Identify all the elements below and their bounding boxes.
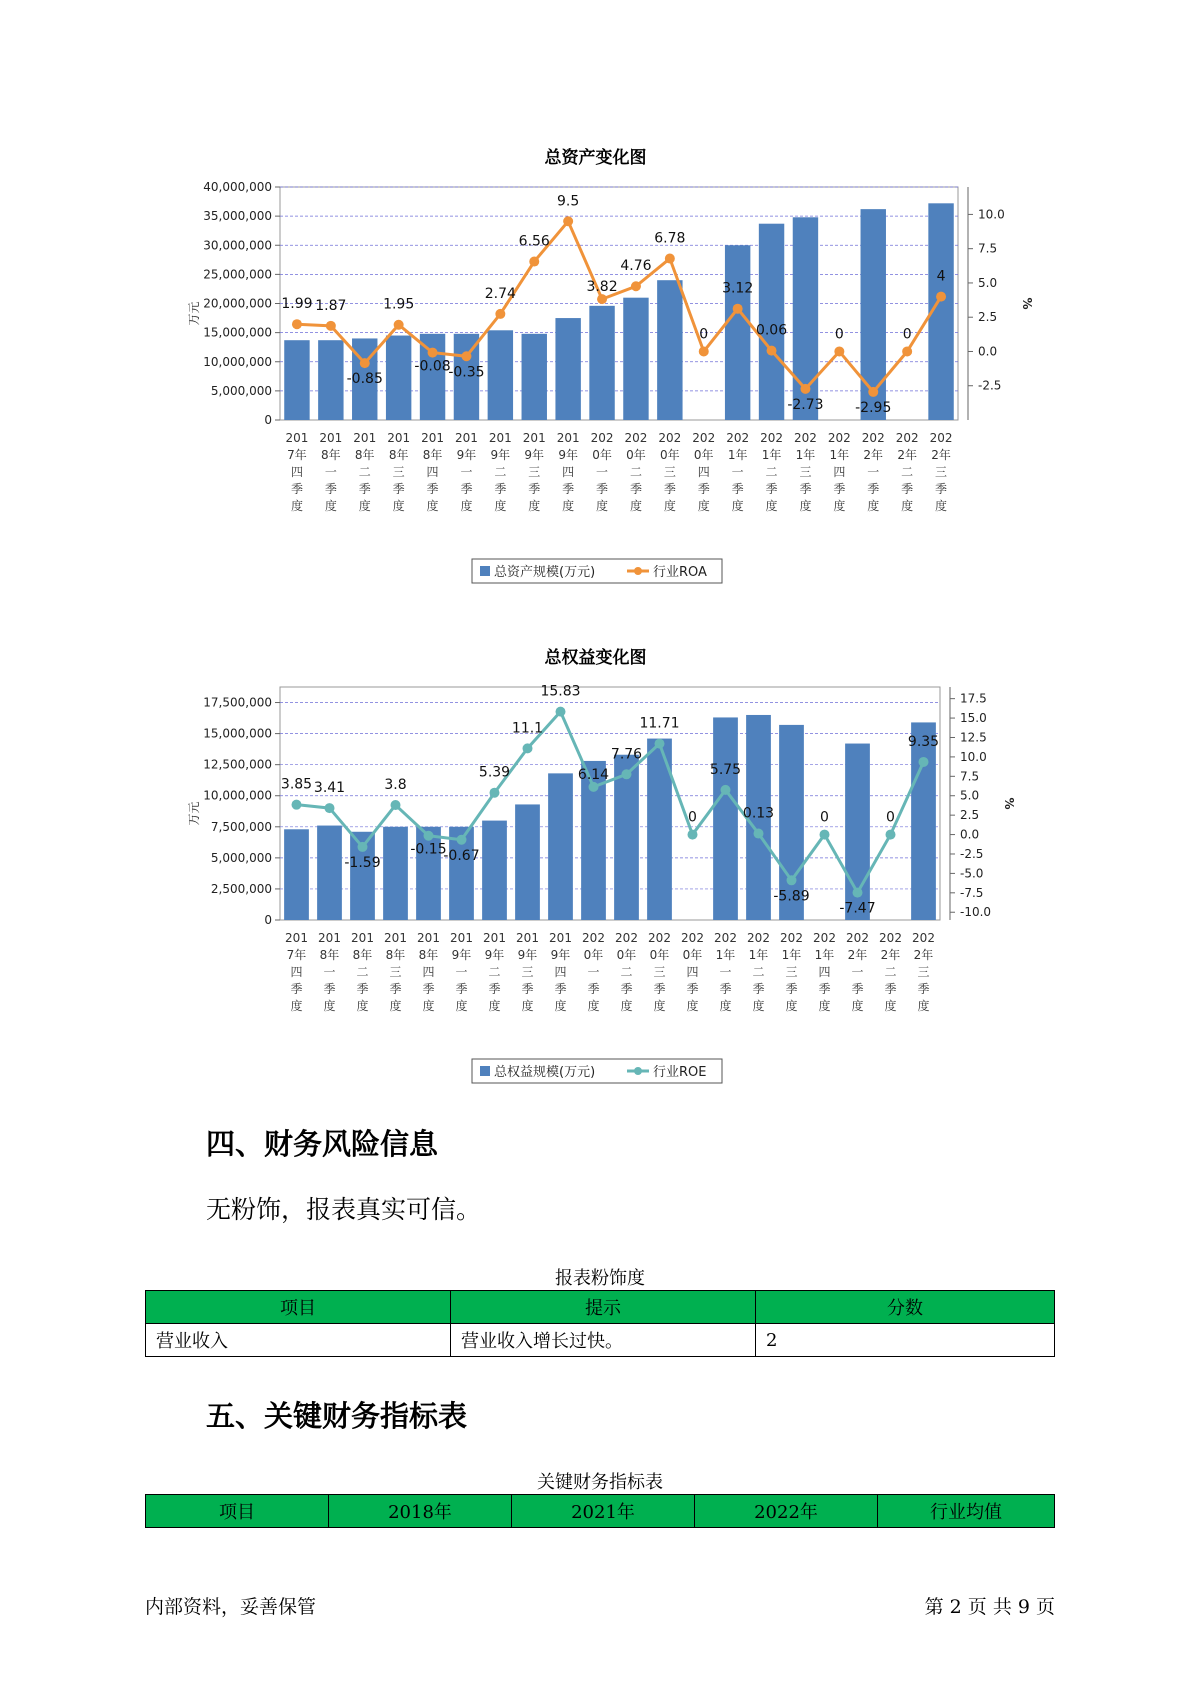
data-label: 5.39 xyxy=(478,764,511,781)
data-label: 3.85 xyxy=(280,776,313,793)
y2-tick-label: -5.0 xyxy=(960,866,984,881)
bar xyxy=(318,340,343,420)
data-label: 0 xyxy=(902,326,912,343)
data-label: -7.47 xyxy=(839,900,876,917)
x-tick-label: 202 1年三季度 xyxy=(793,431,817,513)
line-point xyxy=(292,319,302,329)
data-label: 4 xyxy=(936,268,946,285)
x-tick-label: 201 8年三季度 xyxy=(384,931,407,1013)
data-label: 3.82 xyxy=(586,279,618,296)
x-tick-label: 201 9年二季度 xyxy=(488,431,512,513)
line-point xyxy=(721,785,731,795)
line-point xyxy=(787,875,797,885)
line-point xyxy=(391,800,401,810)
table-header-cell: 2018年 xyxy=(329,1495,512,1528)
y2-tick-label: 0.0 xyxy=(978,344,998,359)
bar xyxy=(548,773,573,920)
x-tick-label: 201 9年四季度 xyxy=(549,931,572,1013)
table-header-row xyxy=(146,1291,1055,1324)
x-tick-label: 202 0年二季度 xyxy=(624,431,648,513)
legend-swatch-bar xyxy=(480,566,490,576)
x-tick-label: 202 2年三季度 xyxy=(912,931,935,1013)
line-point xyxy=(523,743,533,753)
table-header-cell: 分数 xyxy=(756,1291,1055,1324)
line-point xyxy=(428,348,438,358)
bar xyxy=(386,336,411,420)
line-point xyxy=(457,835,467,845)
data-label: -1.59 xyxy=(344,854,381,871)
line-point xyxy=(834,346,844,356)
line-point xyxy=(886,830,896,840)
bar xyxy=(284,340,309,420)
bar xyxy=(488,330,513,420)
line-point xyxy=(733,304,743,314)
line-point xyxy=(622,769,632,779)
table-cell: 2 xyxy=(756,1324,1055,1357)
x-tick-label: 201 8年三季度 xyxy=(387,431,411,513)
x-tick-label: 201 8年一季度 xyxy=(319,431,343,513)
bar xyxy=(522,334,547,420)
data-label: 0 xyxy=(688,809,697,826)
y-tick-label: 30,000,000 xyxy=(203,238,272,253)
line-point xyxy=(853,888,863,898)
y-tick-label: 10,000,000 xyxy=(203,788,272,803)
data-label: -0.85 xyxy=(346,371,383,388)
x-tick-label: 202 0年四季度 xyxy=(681,931,704,1013)
whitewash-table xyxy=(145,1290,1055,1357)
chart-title-assets: 总资产变化图 xyxy=(544,148,647,168)
bar xyxy=(515,804,540,920)
x-tick-label: 202 1年四季度 xyxy=(827,431,851,513)
data-label: 9.35 xyxy=(907,733,940,750)
data-label: 0 xyxy=(820,809,829,826)
y2-tick-label: 5.0 xyxy=(978,275,998,290)
line-point xyxy=(292,800,302,810)
y2-axis-label: % xyxy=(1002,797,1016,810)
data-label: 1.95 xyxy=(383,296,415,313)
x-tick-label: 202 2年一季度 xyxy=(846,931,869,1013)
y2-tick-label: -2.5 xyxy=(960,846,984,861)
x-tick-label: 202 2年一季度 xyxy=(861,431,885,513)
data-label: 15.83 xyxy=(540,683,581,700)
legend-label-bar: 总权益规模(万元) xyxy=(494,1065,596,1080)
y-tick-label: 2,500,000 xyxy=(210,881,272,896)
y-tick-label: 0 xyxy=(264,913,272,927)
x-tick-label: 202 1年三季度 xyxy=(780,931,803,1013)
legend-swatch-bar xyxy=(480,1066,490,1076)
bar xyxy=(555,318,580,420)
data-label: -0.67 xyxy=(443,847,480,864)
plot-area xyxy=(280,687,940,920)
line-point xyxy=(529,257,539,267)
data-label: 11.71 xyxy=(639,715,680,732)
table-header-cell: 项目 xyxy=(146,1291,451,1324)
x-tick-label: 202 1年一季度 xyxy=(714,931,737,1013)
footer-confidential-note: 内部资料，妥善保管 xyxy=(145,1596,317,1618)
legend-swatch-point xyxy=(634,1067,642,1075)
y-tick-label: 5,000,000 xyxy=(210,383,272,398)
bar xyxy=(623,298,648,420)
x-tick-label: 202 1年一季度 xyxy=(726,431,750,513)
bar xyxy=(614,755,639,920)
data-label: 0 xyxy=(834,326,844,343)
data-label: 0.06 xyxy=(755,322,788,339)
y-tick-label: 7,500,000 xyxy=(210,819,272,834)
bar xyxy=(482,821,507,920)
x-tick-label: 202 1年二季度 xyxy=(747,931,770,1013)
y2-tick-label: 12.5 xyxy=(960,730,987,745)
x-tick-label: 202 0年四季度 xyxy=(692,431,716,513)
y2-tick-label: -2.5 xyxy=(978,378,1002,393)
line-point xyxy=(597,294,607,304)
x-tick-label: 201 8年二季度 xyxy=(351,931,374,1013)
line-point xyxy=(688,830,698,840)
data-label: 5.75 xyxy=(709,761,742,778)
line-point xyxy=(424,831,434,841)
y2-tick-label: 10.0 xyxy=(978,207,1005,222)
data-label: 1.87 xyxy=(315,297,347,314)
line-point xyxy=(699,346,709,356)
y-tick-label: 25,000,000 xyxy=(203,267,272,282)
bar xyxy=(589,306,614,420)
line-point xyxy=(800,384,810,394)
table-row xyxy=(146,1324,1055,1357)
y-tick-label: 40,000,000 xyxy=(203,180,272,194)
y2-tick-label: 7.5 xyxy=(960,769,980,784)
table-header-cell: 提示 xyxy=(451,1291,756,1324)
data-label: 6.56 xyxy=(518,233,550,250)
data-label: -0.35 xyxy=(448,364,485,381)
line-point xyxy=(556,707,566,717)
line-point xyxy=(754,829,764,839)
data-label: 3.41 xyxy=(313,780,346,797)
table-caption-key-metrics: 关键财务指标表 xyxy=(537,1472,663,1493)
y-tick-label: 0 xyxy=(264,413,272,427)
section-heading-key-metrics: 五、关键财务指标表 xyxy=(206,1399,468,1433)
y2-tick-label: 15.0 xyxy=(960,711,987,726)
y-axis-label: 万元 xyxy=(187,801,201,826)
data-label: 6.14 xyxy=(577,766,610,783)
footer-page-number: 第 2 页 共 9 页 xyxy=(924,1596,1055,1618)
x-tick-label: 202 2年二季度 xyxy=(879,931,902,1013)
table-header-cell: 行业均值 xyxy=(878,1495,1055,1528)
bar xyxy=(725,245,750,420)
line-point xyxy=(326,321,336,331)
legend-label-line: 行业ROA xyxy=(653,565,707,580)
x-tick-label: 201 8年一季度 xyxy=(318,931,341,1013)
legend-label-bar: 总资产规模(万元) xyxy=(494,565,596,580)
table-header-cell: 2022年 xyxy=(695,1495,878,1528)
y2-axis-label: % xyxy=(1020,297,1034,310)
y2-tick-label: 7.5 xyxy=(978,241,998,256)
legend-label-line: 行业ROE xyxy=(653,1065,707,1080)
data-label: 4.76 xyxy=(620,258,652,275)
x-tick-label: 201 8年四季度 xyxy=(421,431,445,513)
data-label: 0.13 xyxy=(742,805,775,822)
data-label: 7.76 xyxy=(610,746,643,763)
x-tick-label: 201 9年三季度 xyxy=(522,431,546,513)
table-cell: 营业收入 xyxy=(146,1324,451,1357)
line-point xyxy=(936,292,946,302)
y-tick-label: 12,500,000 xyxy=(203,757,272,772)
equity-chart xyxy=(0,672,1191,1112)
line-point xyxy=(495,309,505,319)
y-axis-label: 万元 xyxy=(187,301,201,326)
x-tick-label: 202 2年三季度 xyxy=(929,431,953,513)
y2-tick-label: 0.0 xyxy=(960,827,980,842)
data-label: -5.89 xyxy=(773,888,810,905)
line-point xyxy=(325,803,335,813)
x-tick-label: 201 9年四季度 xyxy=(556,431,580,513)
line-point xyxy=(631,281,641,291)
x-tick-label: 202 0年二季度 xyxy=(615,931,638,1013)
x-tick-label: 201 8年四季度 xyxy=(417,931,440,1013)
x-tick-label: 202 1年二季度 xyxy=(760,431,784,513)
bar xyxy=(657,280,682,420)
line-point xyxy=(394,320,404,330)
x-tick-label: 202 2年二季度 xyxy=(895,431,919,513)
bar xyxy=(383,827,408,920)
x-tick-label: 202 0年一季度 xyxy=(590,431,614,513)
line-point xyxy=(490,788,500,798)
x-tick-label: 201 9年一季度 xyxy=(454,431,478,513)
data-label: -2.73 xyxy=(787,396,824,413)
y2-tick-label: -7.5 xyxy=(960,885,984,900)
data-label: 0 xyxy=(699,326,709,343)
line-point xyxy=(902,346,912,356)
x-tick-label: 201 7年四季度 xyxy=(285,431,309,513)
y-tick-label: 15,000,000 xyxy=(203,325,272,340)
line-point xyxy=(820,830,830,840)
key-metrics-table xyxy=(145,1494,1055,1528)
line-point xyxy=(919,757,929,767)
x-tick-label: 201 7年四季度 xyxy=(285,931,308,1013)
y-tick-label: 5,000,000 xyxy=(210,850,272,865)
data-label: 11.1 xyxy=(511,720,544,737)
table-caption-whitewash: 报表粉饰度 xyxy=(555,1268,645,1289)
bar xyxy=(911,722,936,920)
data-label: 1.99 xyxy=(281,296,313,313)
x-tick-label: 201 9年三季度 xyxy=(516,931,539,1013)
y-tick-label: 10,000,000 xyxy=(203,354,272,369)
data-label: 3.8 xyxy=(384,777,407,794)
data-label: 3.12 xyxy=(722,280,754,297)
data-label: -0.08 xyxy=(414,358,451,375)
chart-title-equity: 总权益变化图 xyxy=(544,648,647,668)
x-tick-label: 202 0年三季度 xyxy=(658,431,682,513)
bar xyxy=(713,717,738,920)
line-point xyxy=(360,358,370,368)
x-tick-label: 202 0年一季度 xyxy=(582,931,605,1013)
data-label: 6.78 xyxy=(654,230,686,247)
line-point xyxy=(589,782,599,792)
legend-swatch-point xyxy=(634,567,642,575)
section-heading-risk: 四、财务风险信息 xyxy=(206,1127,439,1161)
bar xyxy=(284,829,309,920)
data-label: 2.74 xyxy=(484,285,516,302)
y-tick-label: 15,000,000 xyxy=(203,726,272,741)
y2-tick-label: 17.5 xyxy=(960,691,987,706)
line-point xyxy=(358,842,368,852)
line-point xyxy=(461,351,471,361)
data-label: -2.95 xyxy=(855,399,892,416)
line-point xyxy=(868,387,878,397)
risk-summary-text: 无粉饰，报表真实可信。 xyxy=(206,1195,482,1224)
y-tick-label: 35,000,000 xyxy=(203,209,272,224)
y2-tick-label: 2.5 xyxy=(978,310,998,325)
line-point xyxy=(767,346,777,356)
line-point xyxy=(655,739,665,749)
data-label: 0 xyxy=(886,809,895,826)
y2-tick-label: -10.0 xyxy=(960,905,992,920)
y-tick-label: 20,000,000 xyxy=(203,296,272,311)
table-cell: 营业收入增长过快。 xyxy=(451,1324,756,1357)
x-tick-label: 202 0年三季度 xyxy=(648,931,671,1013)
y-tick-label: 17,500,000 xyxy=(203,695,272,710)
data-label: -0.15 xyxy=(410,841,447,858)
data-label: 9.5 xyxy=(557,193,580,210)
assets-chart xyxy=(0,172,1191,612)
y2-tick-label: 5.0 xyxy=(960,788,980,803)
y2-tick-label: 10.0 xyxy=(960,749,987,764)
line-point xyxy=(563,216,573,226)
bar xyxy=(317,826,342,920)
y2-tick-label: 2.5 xyxy=(960,808,980,823)
x-tick-label: 202 1年四季度 xyxy=(813,931,836,1013)
table-header-cell: 2021年 xyxy=(512,1495,695,1528)
table-header-row xyxy=(146,1495,1055,1528)
x-tick-label: 201 9年一季度 xyxy=(450,931,473,1013)
line-point xyxy=(665,254,675,264)
x-tick-label: 201 8年二季度 xyxy=(353,431,377,513)
table-header-cell: 项目 xyxy=(146,1495,329,1528)
x-tick-label: 201 9年二季度 xyxy=(483,931,506,1013)
